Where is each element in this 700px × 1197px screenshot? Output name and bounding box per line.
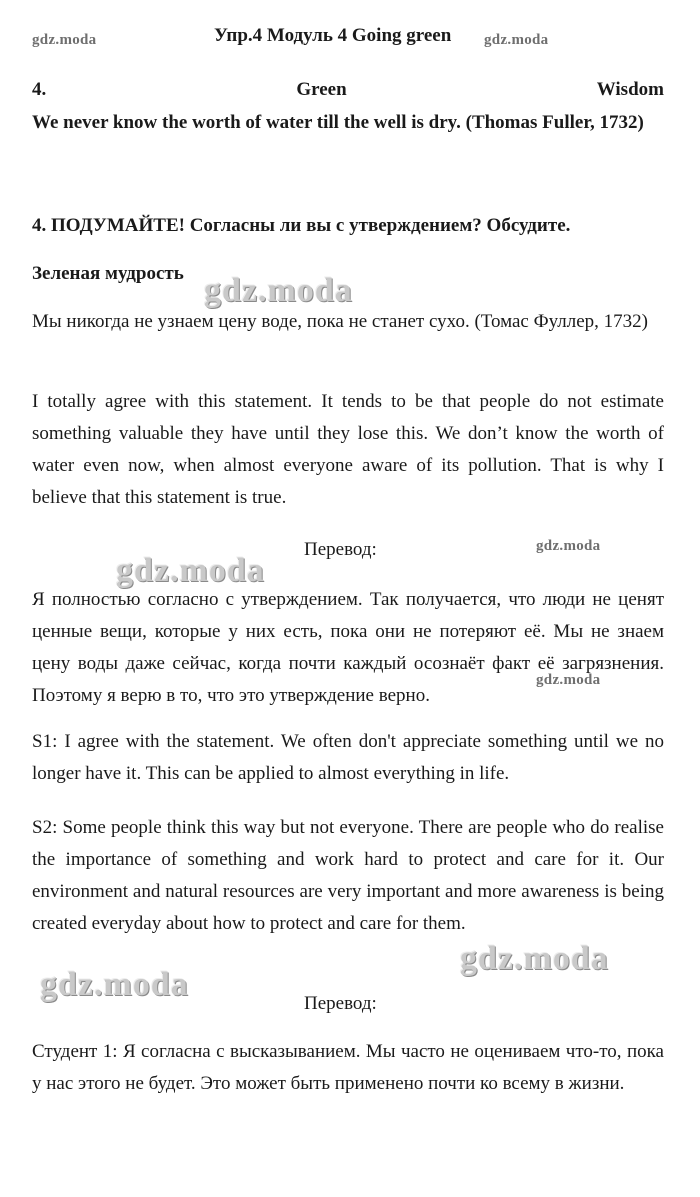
task-title-row [32,74,664,106]
translation-label-2: Перевод: [304,993,377,1014]
student1-russian: Студент 1: Я согласна с высказыванием. Мы часто не оцениваем что-то, пока у нас этого не будет. Это может быть применено почти ко всему в жизни. [32,1041,664,1094]
watermark-big-3: gdz.moda [460,940,609,977]
answer-paragraph-ru: Я полностью согласно с утверждением. Так получается, что люди не ценят ценные вещи, которые у них есть, пока они не потеряют её. Мы не знаем цену воды даже сейчас, когда почти каждый осознаёт факт её загрязнения. Поэтому я верю в то, что это утверждение верно. [32,589,664,706]
page-title: Упр.4 Модуль 4 Going green [214,25,452,46]
watermark-header-left: gdz.moda [32,32,97,48]
watermark-header-right: gdz.moda [484,32,549,48]
dialogue-s2: S2: Some people think this way but not everyone. There are people who do realise the importance of something and work hard to protect and care for it. Our environment and natural resources are very important and more awareness is being created everyday about how to protect and care for them. [32,817,664,934]
english-quote: We never know the worth of water till the well is dry. (Thomas Fuller, 1732) [32,112,644,133]
task-number: 4. [32,79,47,100]
watermark-big-2: gdz.moda [116,552,265,589]
russian-quote: Мы никогда не узнаем цену воде, пока не станет сухо. (Томас Фуллер, 1732) [32,311,648,332]
dialogue-s1: S1: I agree with the statement. We often don't appreciate something until we no longer have it. This can be applied to almost everything in life. [32,731,664,784]
task-word-green: Green [296,79,347,100]
russian-task-subheading: Зеленая мудрость [32,263,184,284]
translation-label-1: Перевод: [304,539,377,560]
watermark-small-1: gdz.moda [536,538,601,554]
russian-task-heading: 4. ПОДУМАЙТЕ! Согласны ли вы с утверждением? Обсудите. [32,215,571,236]
task-word-wisdom: Wisdom [596,79,664,100]
answer-paragraph-en: I totally agree with this statement. It tends to be that people do not estimate something valuable they have until they lose this. We don’t know the worth of water even now, when almost everyone aware of its pollution. That is why I believe that this statement is true. [32,391,664,508]
watermark-big-4: gdz.moda [40,966,189,1003]
watermark-big-1: gdz.moda [204,272,353,309]
watermark-small-2: gdz.moda [536,672,601,688]
